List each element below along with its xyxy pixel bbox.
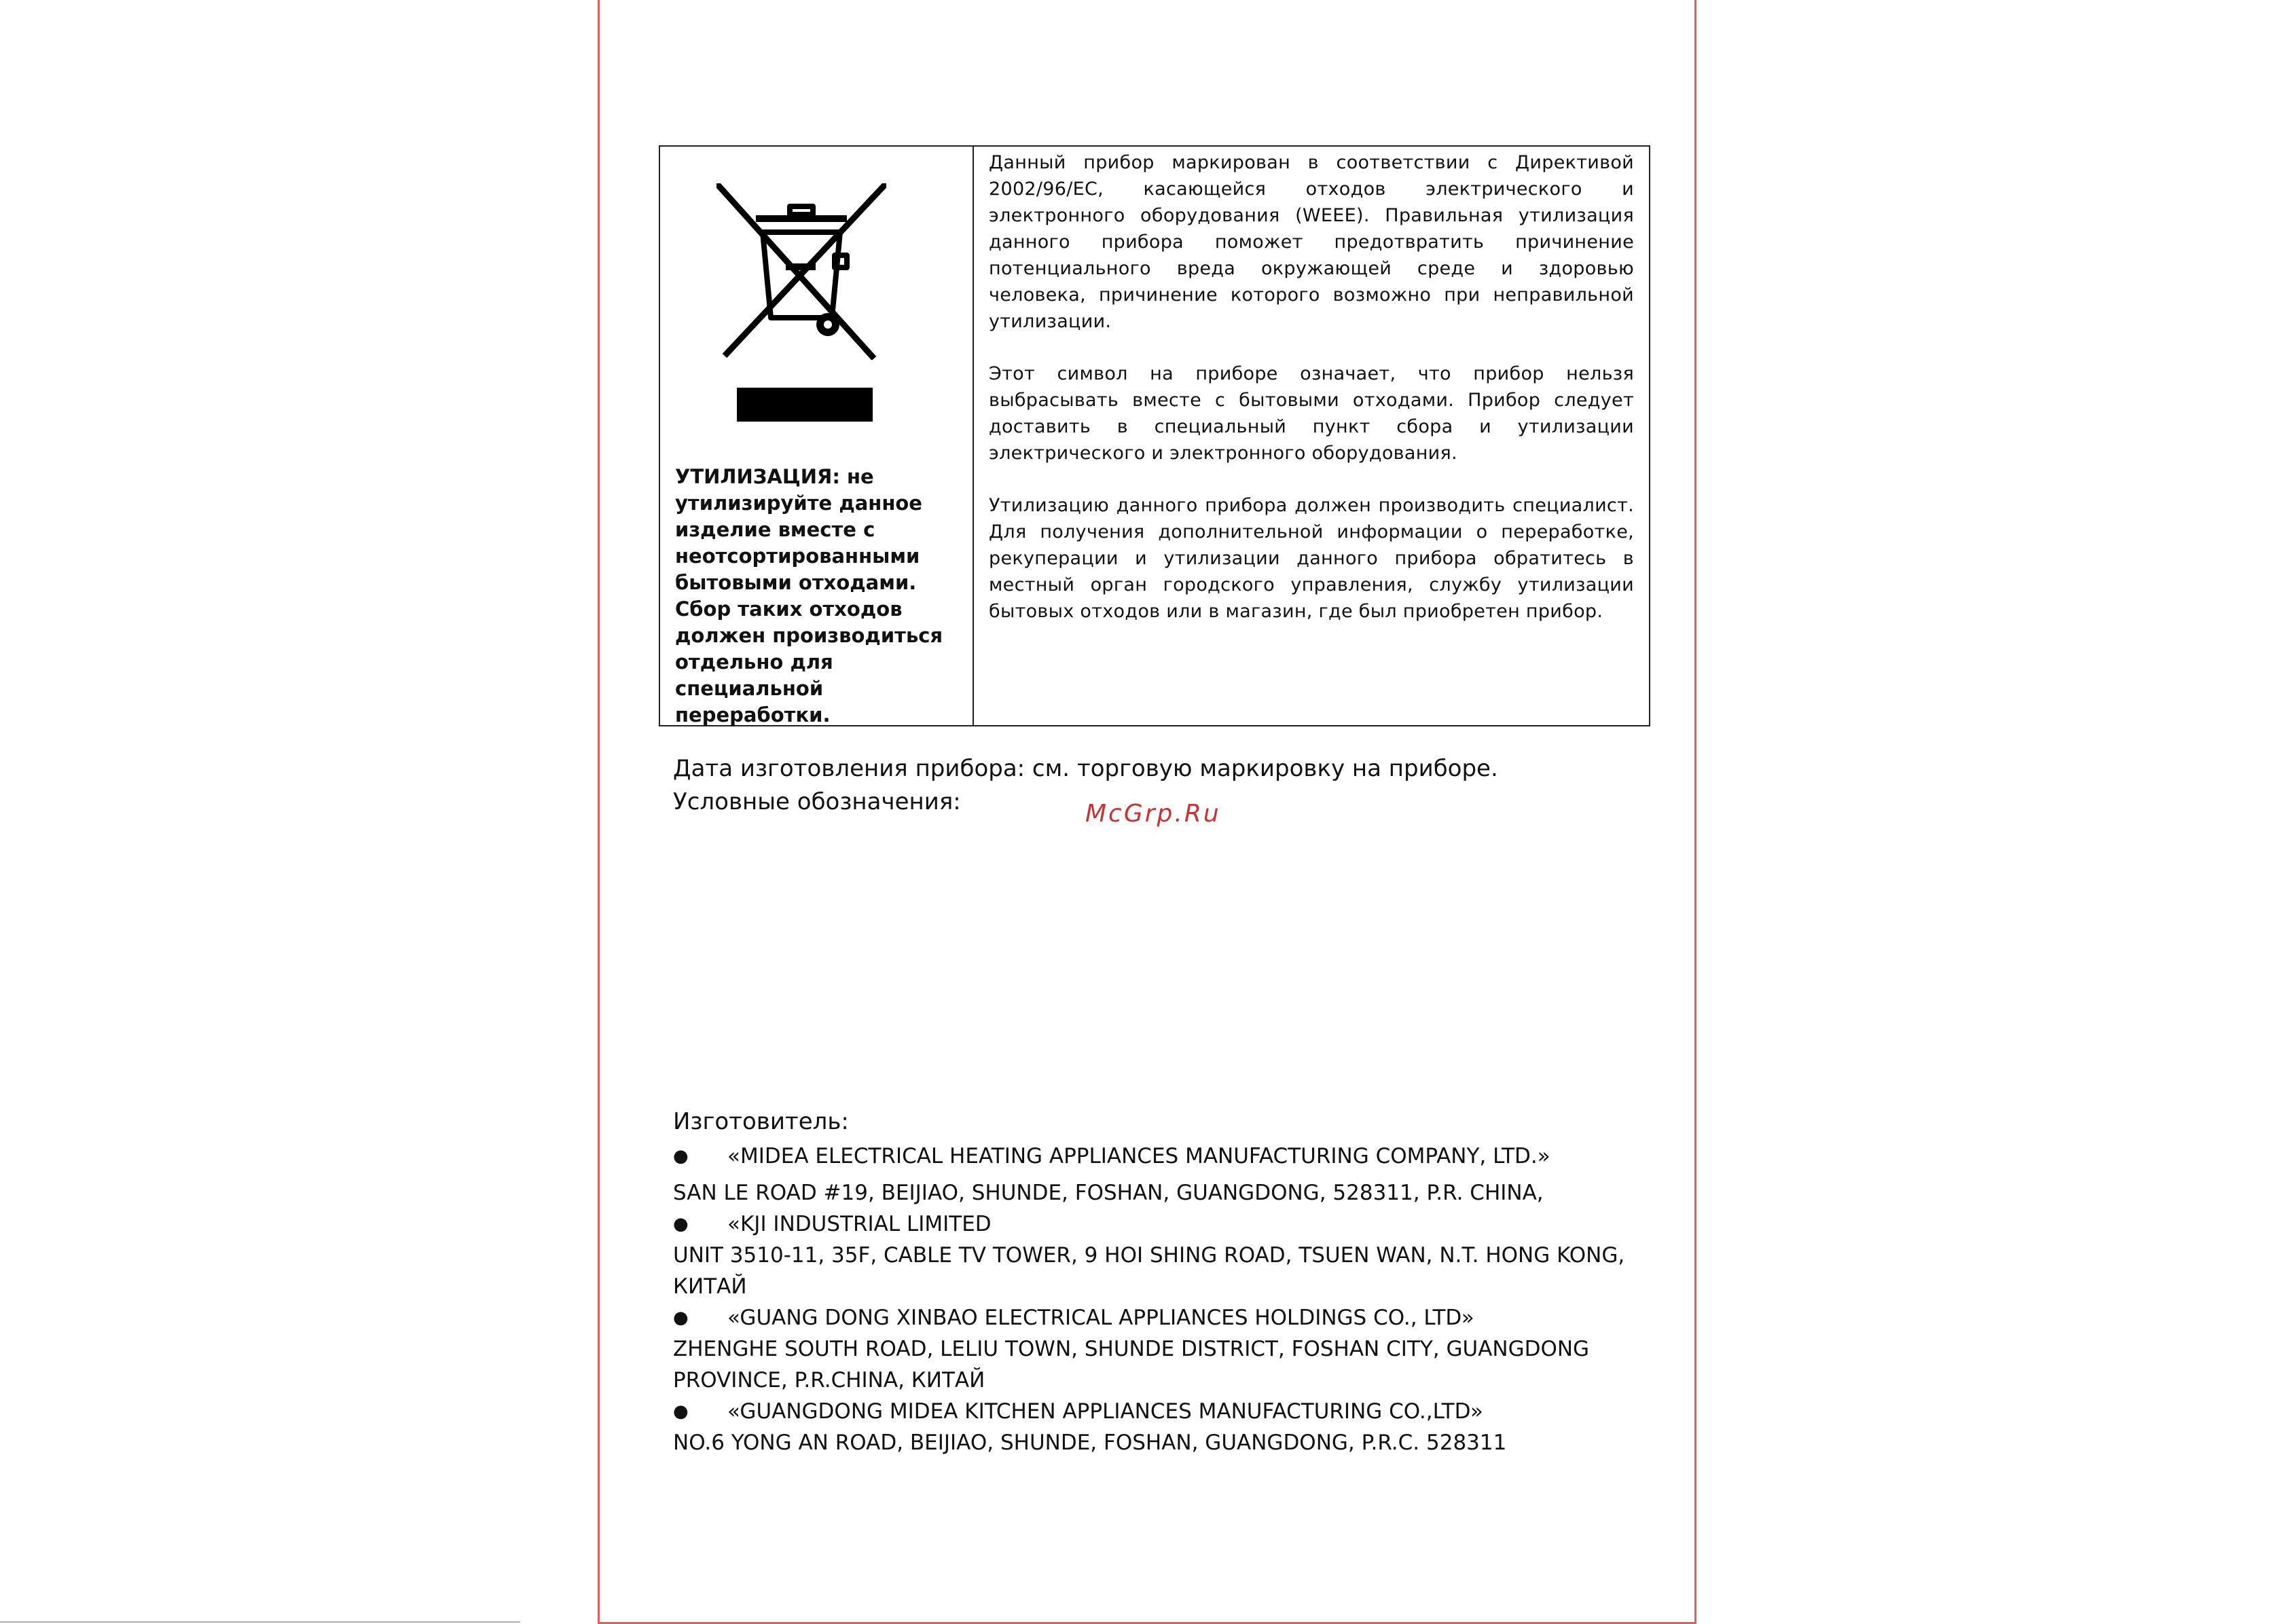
black-bar [737,388,873,422]
weee-symbol-cell [660,147,974,725]
page-bottom-line [0,1621,520,1623]
list-item [673,1302,1658,1396]
weee-text-cell [974,147,1649,725]
weee-paragraph: Этот символ на приборе означает, что прибор нельзя выбрасывать вместе с бытовыми отходами. Прибор следует доставить в специальный пункт сбора и утилизации электрического и электронного оборудования. [989,363,1634,464]
manufacture-date-line: Дата изготовления прибора: см. торговую маркировку на приборе. [673,755,1498,782]
manufacturer-title: Изготовитель: [673,1108,849,1135]
legend-line: Условные обозначения: [673,788,961,815]
weee-table [659,145,1650,726]
manufacturer-address: NO.6 YONG AN ROAD, BEIJIAO, SHUNDE, FOSHAN, GUANGDONG, P.R.C. 528311 [673,1431,1507,1455]
list-item [673,1208,1658,1302]
weee-paragraph: Утилизацию данного прибора должен производить специалист. Для получения дополнительной информации о переработке, рекуперации и утилизации данного прибора обратитесь в местный орган городского управления, службу утилизации бытовых отходов или в магазин, где был приобретен прибор. [989,495,1634,622]
manufacturer-address: UNIT 3510-11, 35F, CABLE TV TOWER, 9 HOI SHING ROAD, TSUEN WAN, N.T. HONG KONG, КИТАЙ [673,1243,1625,1299]
watermark: McGrp.Ru [1085,800,1221,828]
crossed-out-wheelie-bin-icon [716,183,886,360]
manufacturer-list [673,1141,1658,1458]
list-item [673,1396,1658,1458]
list-item [673,1141,1658,1208]
manufacturer-name: «MIDEA ELECTRICAL HEATING APPLIANCES MANUFACTURING COMPANY, LTD.» [727,1144,1550,1168]
weee-paragraph: Данный прибор маркирован в соответствии с Директивой 2002/96/EC, касающейся отходов электрического и электронного оборудования (WEEE). Правильная утилизация данного прибора поможет предотвратить причинение потенциального вреда окружающей среде и здоровью человека, причинение которого возможно при неправильной утилизации. [989,152,1634,332]
bullet-icon: ● [673,1401,689,1422]
bullet-icon: ● [673,1146,689,1166]
disposal-warning: УТИЛИЗАЦИЯ: не утилизируйте данное изделие вместе с неотсортированными бытовыми отходами. Сбор таких отходов должен производиться отдельно для специальной переработки. [675,465,943,726]
manufacturer-address: ZHENGHE SOUTH ROAD, LELIU TOWN, SHUNDE DISTRICT, FOSHAN CITY, GUANGDONG PROVINCE, P.R.CHINA, КИТАЙ [673,1337,1590,1392]
manufacturer-address: SAN LE ROAD #19, BEIJIAO, SHUNDE, FOSHAN, GUANGDONG, 528311, P.R. CHINA, [673,1181,1544,1205]
manufacturer-name: «KJI INDUSTRIAL LIMITED [727,1212,992,1236]
bullet-icon: ● [673,1214,689,1234]
manufacturer-name: «GUANGDONG MIDEA KITCHEN APPLIANCES MANUFACTURING CO.,LTD» [727,1399,1483,1424]
bullet-icon: ● [673,1308,689,1328]
manufacturer-name: «GUANG DONG XINBAO ELECTRICAL APPLIANCES HOLDINGS CO., LTD» [727,1306,1474,1330]
